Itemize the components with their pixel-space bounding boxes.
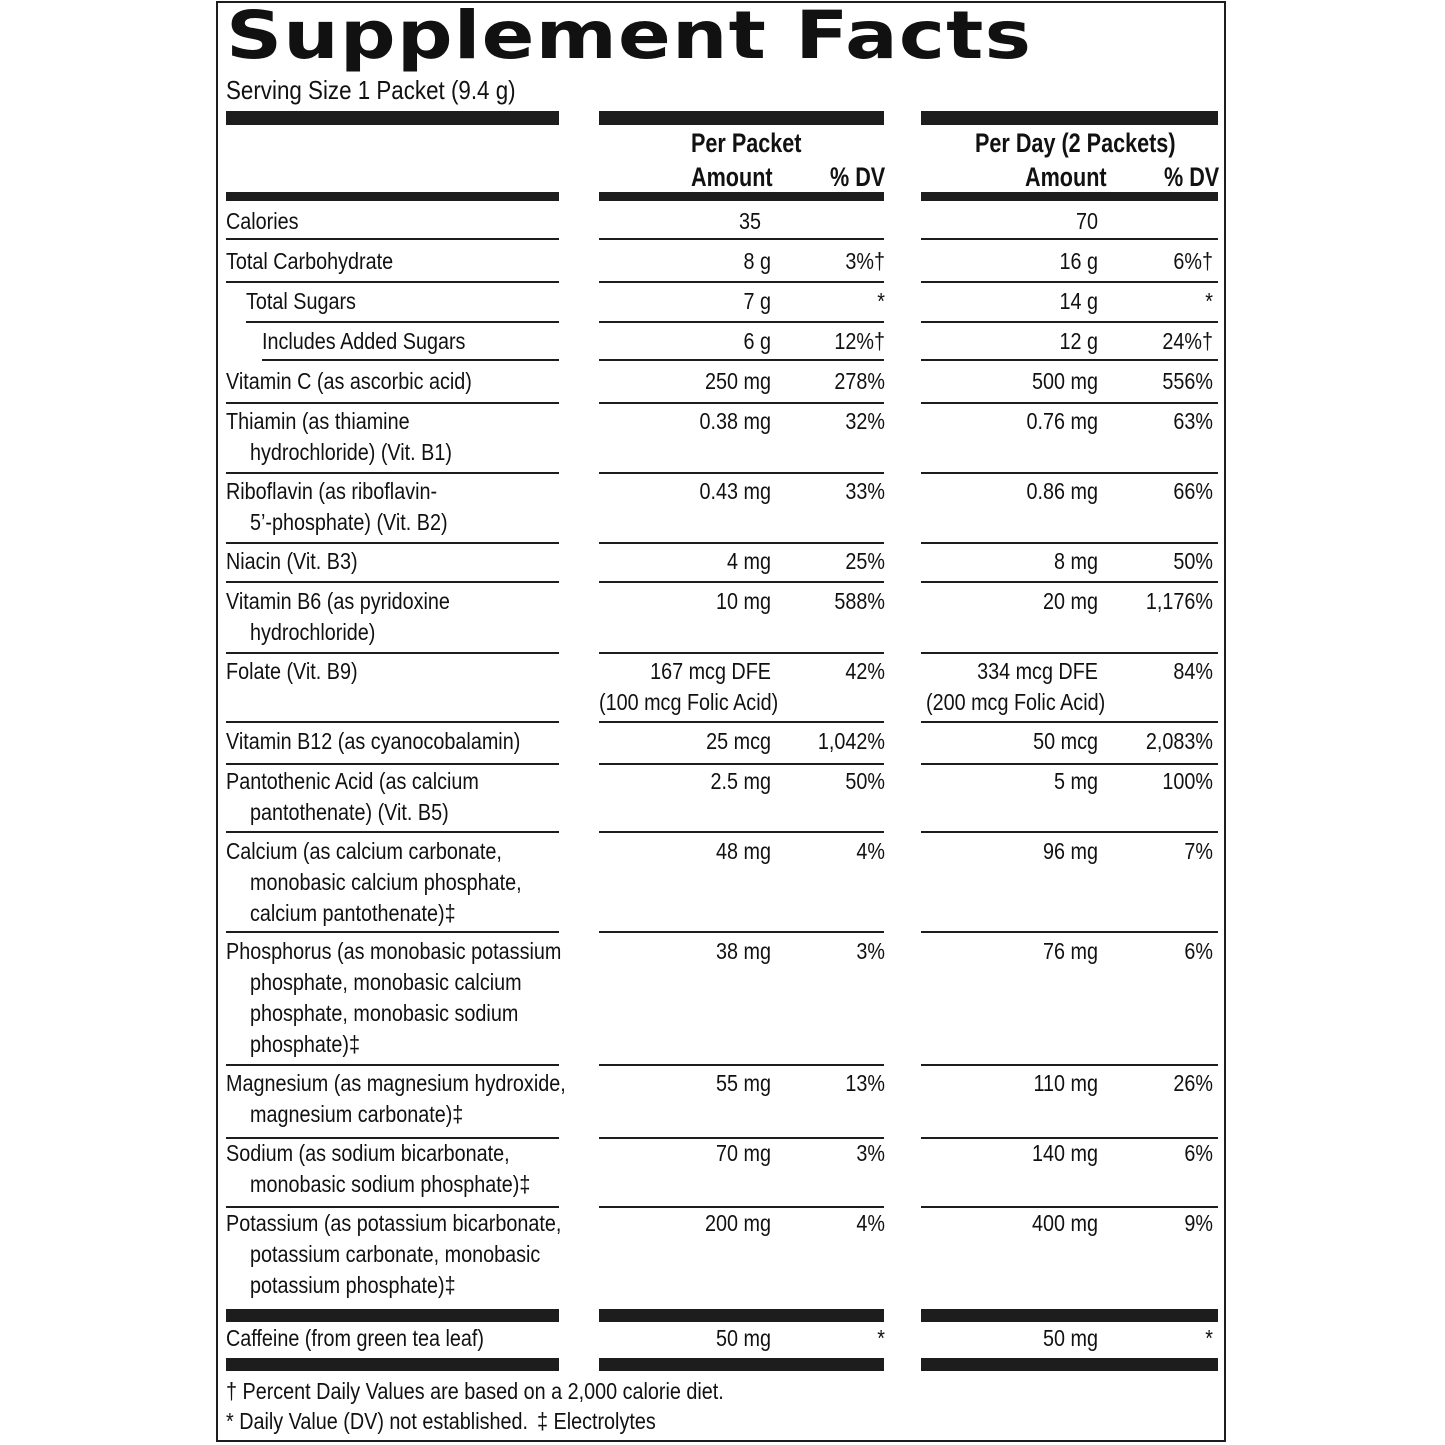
row-divider (226, 281, 559, 283)
thick-rule (226, 111, 559, 125)
row-divider (226, 931, 559, 933)
per-packet-amount: 70 mg (716, 1140, 771, 1166)
row-divider (921, 831, 1218, 833)
row-divider (921, 542, 1218, 544)
nutrient-name-continued: phosphate, monobasic calcium (250, 969, 522, 995)
per-day-amount: 400 mg (1032, 1210, 1098, 1236)
row-divider (921, 281, 1218, 283)
per-day-amount: 96 mg (1043, 838, 1098, 864)
per-packet-amount: 8 g (743, 248, 771, 274)
caffeine-per-day-amount: 50 mg (1043, 1325, 1098, 1351)
per-packet-dv: 25% (845, 548, 885, 574)
nutrient-name-continued: monobasic sodium phosphate)‡ (250, 1171, 531, 1197)
caffeine-name: Caffeine (from green tea leaf) (226, 1325, 485, 1351)
thick-rule (599, 1358, 884, 1371)
per-packet-amount: 55 mg (716, 1070, 771, 1096)
per-day-dv: 26% (1173, 1070, 1213, 1096)
per-day-dv-header: % DV (1164, 162, 1220, 192)
row-divider (226, 1064, 559, 1066)
per-packet-dv: 3% (856, 938, 885, 964)
row-divider (599, 321, 884, 323)
thick-rule (921, 1358, 1218, 1371)
per-packet-amount: 200 mg (705, 1210, 771, 1236)
per-packet-dv: 3%† (845, 248, 885, 274)
per-packet-amount-continued: (100 mcg Folic Acid) (599, 689, 779, 715)
per-packet-dv: 4% (856, 838, 885, 864)
per-packet-amount: 25 mcg (706, 728, 771, 754)
per-packet-amount-header: Amount (691, 162, 773, 192)
row-divider (226, 402, 559, 404)
per-day-amount: 110 mg (1033, 1070, 1098, 1096)
row-divider (226, 472, 559, 474)
per-packet-dv: 33% (845, 478, 885, 504)
row-divider (226, 238, 559, 240)
thick-rule (226, 1358, 559, 1371)
per-day-dv: 84% (1173, 658, 1213, 684)
row-divider (921, 321, 1218, 323)
nutrient-name: Vitamin C (as ascorbic acid) (226, 368, 472, 394)
per-day-dv: 63% (1173, 408, 1213, 434)
medium-rule (226, 192, 559, 201)
row-divider (599, 931, 884, 933)
nutrient-name-continued: phosphate)‡ (250, 1031, 360, 1057)
row-divider (226, 581, 559, 583)
per-day-amount: 334 mcg DFE (977, 658, 1098, 684)
nutrient-name: Calcium (as calcium carbonate, (226, 838, 502, 864)
thick-rule (921, 1309, 1218, 1322)
per-day-dv: 6%† (1173, 248, 1213, 274)
per-packet-dv: 588% (834, 588, 885, 614)
nutrient-name: Calories (226, 208, 299, 234)
per-day-amount: 16 g (1059, 248, 1098, 274)
nutrient-name: Includes Added Sugars (262, 328, 466, 354)
per-packet-dv: 3% (856, 1140, 885, 1166)
row-divider (262, 359, 559, 361)
per-packet-dv: * (877, 288, 885, 314)
per-packet-dv: 4% (856, 1210, 885, 1236)
per-packet-dv-header: % DV (830, 162, 886, 192)
per-packet-amount: 0.43 mg (699, 478, 771, 504)
per-packet-amount: 38 mg (716, 938, 771, 964)
serving-size: Serving Size 1 Packet (9.4 g) (226, 75, 516, 105)
nutrient-name-continued: phosphate, monobasic sodium (250, 1000, 519, 1026)
medium-rule (921, 192, 1218, 201)
per-day-dv: 2,083% (1145, 728, 1213, 754)
row-divider (599, 1206, 884, 1208)
row-divider (599, 652, 884, 654)
per-day-dv: 7% (1184, 838, 1213, 864)
caffeine-per-packet-amount: 50 mg (716, 1325, 771, 1351)
per-day-amount: 140 mg (1032, 1140, 1098, 1166)
thick-rule (921, 111, 1218, 125)
nutrient-name: Vitamin B12 (as cyanocobalamin) (226, 728, 521, 754)
row-divider (226, 542, 559, 544)
footnote-dagger: † Percent Daily Values are based on a 2,000 calorie diet. (226, 1378, 724, 1404)
nutrient-name-continued: potassium carbonate, monobasic (250, 1241, 541, 1267)
nutrient-name: Total Carbohydrate (226, 248, 394, 274)
row-divider (599, 542, 884, 544)
row-divider (599, 402, 884, 404)
nutrient-name: Folate (Vit. B9) (226, 658, 358, 684)
per-day-amount: 20 mg (1043, 588, 1098, 614)
footnote-electrolytes: ‡ Electrolytes (537, 1408, 656, 1434)
panel-title: Supplement Facts (226, 0, 1033, 74)
nutrient-name-continued: magnesium carbonate)‡ (250, 1101, 464, 1127)
per-day-amount-header: Amount (1025, 162, 1107, 192)
nutrient-name: Sodium (as sodium bicarbonate, (226, 1140, 510, 1166)
per-packet-header: Per Packet (691, 128, 802, 158)
per-packet-amount: 167 mcg DFE (650, 658, 771, 684)
per-day-dv: 556% (1162, 368, 1213, 394)
row-divider (599, 831, 884, 833)
nutrient-name-continued: monobasic calcium phosphate, (250, 869, 522, 895)
row-divider (599, 472, 884, 474)
nutrient-name-continued: hydrochloride) (Vit. B1) (250, 439, 452, 465)
per-day-dv: 24%† (1162, 328, 1213, 354)
nutrient-name: Riboflavin (as riboflavin- (226, 478, 438, 504)
nutrient-name: Potassium (as potassium bicarbonate, (226, 1210, 562, 1236)
row-divider (921, 238, 1218, 240)
per-day-amount-continued: (200 mcg Folic Acid) (926, 689, 1106, 715)
row-divider (921, 721, 1218, 723)
row-divider (599, 359, 884, 361)
per-packet-amount: 6 g (743, 328, 771, 354)
per-packet-amount: 35 (738, 208, 762, 234)
nutrient-name-continued: 5’-phosphate) (Vit. B2) (250, 509, 448, 535)
thick-rule (599, 1309, 884, 1322)
row-divider (226, 831, 559, 833)
per-packet-dv: 1,042% (817, 728, 885, 754)
per-packet-amount: 2.5 mg (710, 768, 771, 794)
per-day-dv: 6% (1184, 938, 1213, 964)
nutrient-name-continued: potassium phosphate)‡ (250, 1272, 456, 1298)
nutrient-name: Magnesium (as magnesium hydroxide, (226, 1070, 566, 1096)
nutrient-name: Thiamin (as thiamine (226, 408, 410, 434)
per-day-dv: 6% (1184, 1140, 1213, 1166)
row-divider (921, 1206, 1218, 1208)
per-day-amount: 500 mg (1032, 368, 1098, 394)
per-day-amount: 8 mg (1054, 548, 1098, 574)
row-divider (599, 721, 884, 723)
per-day-dv: 66% (1173, 478, 1213, 504)
medium-rule (599, 192, 884, 201)
per-packet-dv: 12%† (834, 328, 885, 354)
nutrient-name: Phosphorus (as monobasic potassium (226, 938, 562, 964)
per-packet-amount: 0.38 mg (699, 408, 771, 434)
nutrient-name: Niacin (Vit. B3) (226, 548, 358, 574)
per-packet-amount: 7 g (743, 288, 771, 314)
row-divider (599, 1137, 884, 1139)
nutrient-name: Vitamin B6 (as pyridoxine (226, 588, 450, 614)
nutrient-name: Total Sugars (246, 288, 356, 314)
row-divider (599, 238, 884, 240)
row-divider (921, 402, 1218, 404)
per-day-header: Per Day (2 Packets) (975, 128, 1176, 158)
row-divider (921, 931, 1218, 933)
caffeine-per-packet-dv: * (877, 1325, 885, 1351)
per-packet-dv: 50% (845, 768, 885, 794)
row-divider (599, 763, 884, 765)
nutrient-name-continued: calcium pantothenate)‡ (250, 900, 456, 926)
per-day-amount: 70 (1075, 208, 1099, 234)
row-divider (921, 652, 1218, 654)
per-packet-dv: 278% (834, 368, 885, 394)
thick-rule (599, 111, 884, 125)
per-day-dv: * (1205, 288, 1213, 314)
caffeine-per-day-dv: * (1205, 1325, 1213, 1351)
per-packet-amount: 250 mg (705, 368, 771, 394)
row-divider (921, 472, 1218, 474)
per-packet-amount: 10 mg (716, 588, 771, 614)
row-divider (226, 763, 559, 765)
row-divider (599, 281, 884, 283)
per-day-amount: 14 g (1059, 288, 1098, 314)
per-packet-dv: 32% (845, 408, 885, 434)
per-day-dv: 1,176% (1145, 588, 1213, 614)
row-divider (226, 721, 559, 723)
per-day-amount: 5 mg (1054, 768, 1098, 794)
per-packet-amount: 48 mg (716, 838, 771, 864)
nutrient-name: Pantothenic Acid (as calcium (226, 768, 479, 794)
row-divider (921, 763, 1218, 765)
row-divider (226, 1137, 559, 1139)
row-divider (226, 652, 559, 654)
per-day-dv: 9% (1184, 1210, 1213, 1236)
thick-rule (226, 1309, 559, 1322)
per-day-amount: 12 g (1059, 328, 1098, 354)
nutrient-name-continued: hydrochloride) (250, 619, 376, 645)
row-divider (226, 1206, 559, 1208)
row-divider (599, 581, 884, 583)
row-divider (921, 581, 1218, 583)
row-divider (921, 359, 1218, 361)
per-day-amount: 0.76 mg (1026, 408, 1098, 434)
per-day-dv: 100% (1162, 768, 1213, 794)
footnote-asterisk: * Daily Value (DV) not established. (226, 1408, 528, 1434)
row-divider (921, 1064, 1218, 1066)
row-divider (921, 1137, 1218, 1139)
per-packet-amount: 4 mg (727, 548, 771, 574)
per-day-amount: 50 mcg (1033, 728, 1098, 754)
per-day-amount: 0.86 mg (1026, 478, 1098, 504)
per-day-amount: 76 mg (1043, 938, 1098, 964)
row-divider (246, 321, 559, 323)
per-packet-dv: 42% (845, 658, 885, 684)
per-packet-dv: 13% (845, 1070, 885, 1096)
nutrient-name-continued: pantothenate) (Vit. B5) (250, 799, 449, 825)
row-divider (599, 1064, 884, 1066)
per-day-dv: 50% (1173, 548, 1213, 574)
